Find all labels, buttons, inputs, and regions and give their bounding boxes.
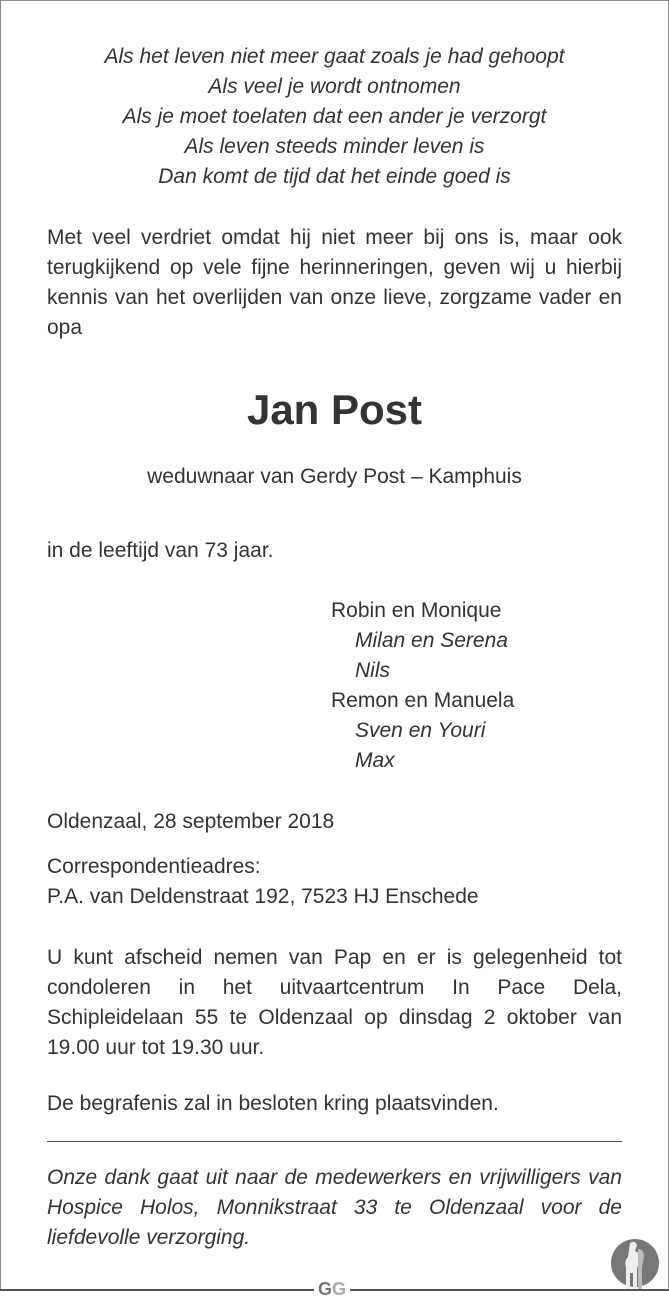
family-member: Sven en Youri [355,719,486,742]
correspondence-address: P.A. van Deldenstraat 192, 7523 HJ Enschede [47,885,479,908]
family-member: Nils [355,659,390,682]
family-member: Remon en Manuela [331,689,515,712]
thanks-paragraph: Onze dank gaat uit naar de medewerkers en vrijwilligers van Hospice Holos, Monnikstraat 33 te Oldenzaal voor de liefdevolle verzorging. [47,1166,622,1249]
poem-line: Dan komt de tijd dat het einde goed is [158,165,511,188]
family-member: Robin en Monique [331,599,502,622]
spouse-line: weduwnaar van Gerdy Post – Kamphuis [147,465,522,488]
poem-line: Als veel je wordt ontnomen [208,75,461,98]
logo-letter: G [318,1279,333,1299]
age-line: in de leeftijd van 73 jaar. [47,539,274,562]
section-divider [47,1141,622,1142]
condolence-paragraph: U kunt afscheid nemen van Pap en er is gelegenheid tot condoleren in het uitvaartcentrum In Pace Dela, Schipleidelaan 55 te Oldenzaal op dinsdag 2 oktober van 19.00 uur tot 19.30 uur. [47,946,622,1059]
poem-line: Als je moet toelaten dat een ander je verzorgt [122,105,547,128]
deceased-name: Jan Post [246,386,423,433]
family-member: Max [355,749,395,772]
correspondence-label: Correspondentieadres: [47,855,261,878]
logo [314,1279,350,1299]
funeral-line: De begrafenis zal in besloten kring plaatsvinden. [47,1092,499,1115]
poem-line: Als leven steeds minder leven is [184,135,485,158]
hospice-emblem-icon [611,1237,659,1298]
place-date: Oldenzaal, 28 september 2018 [47,810,335,833]
logo-letter: G [332,1279,347,1299]
intro-paragraph: Met veel verdriet omdat hij niet meer bij ons is, maar ook terugkijkend op vele fijne herinneringen, geven wij u hierbij kennis van het overlijden van onze lieve, zorgzame vader en opa [47,226,622,339]
poem-line: Als het leven niet meer gaat zoals je had gehoopt [104,45,565,68]
family-member: Milan en Serena [355,629,508,652]
